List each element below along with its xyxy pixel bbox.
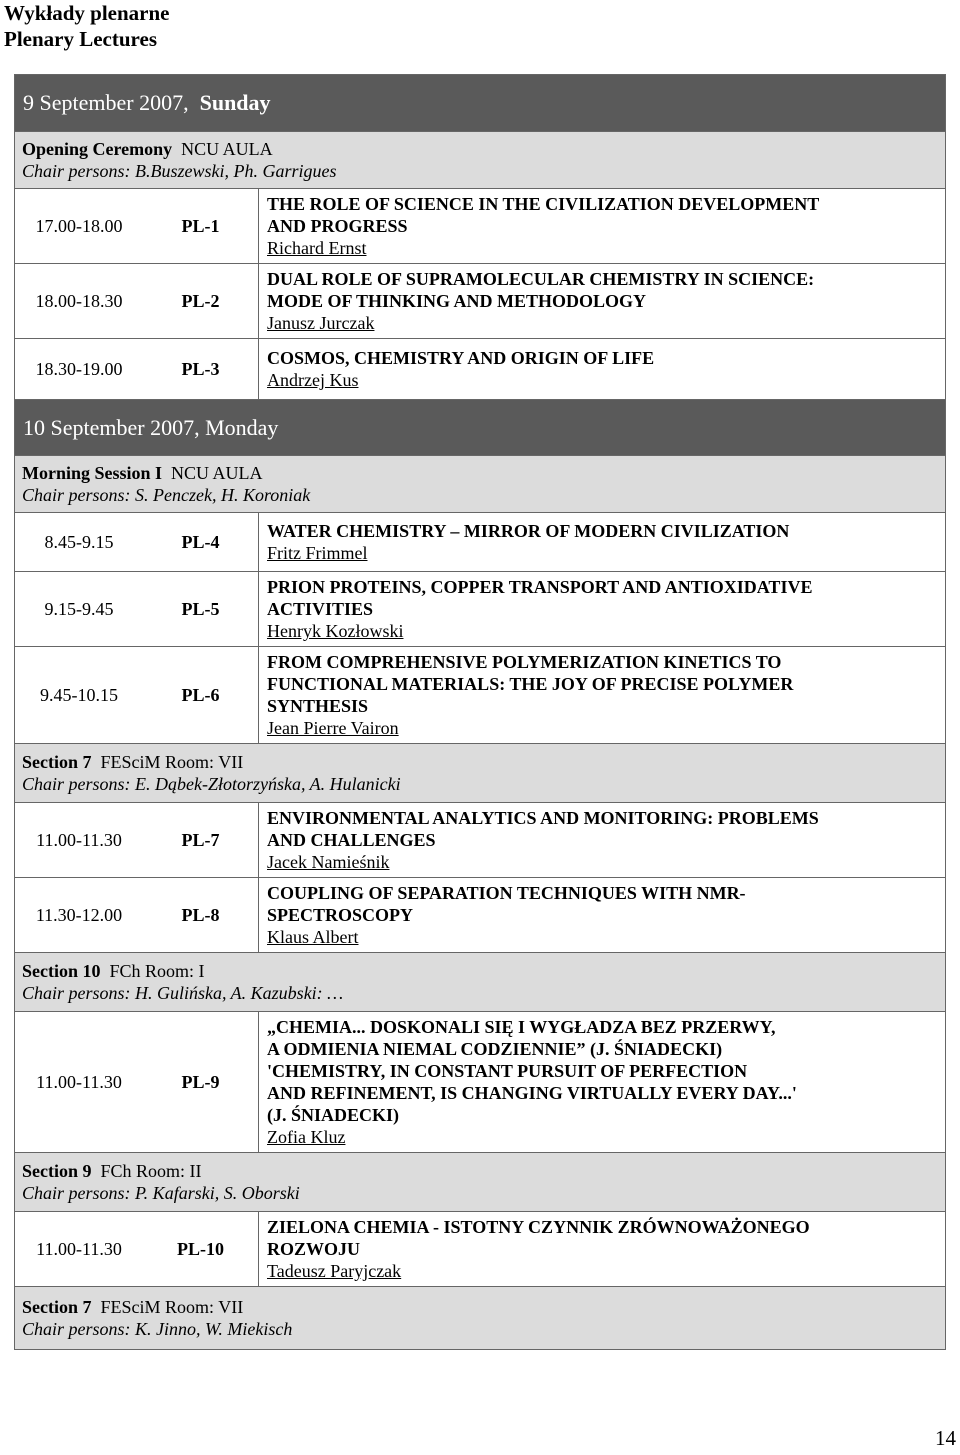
talk-title-line: FROM COMPREHENSIVE POLYMERIZATION KINETICS TO [267,652,782,672]
talk-title-line: ENVIRONMENTAL ANALYTICS AND MONITORING: PROBLEMS [267,808,819,828]
talk-title-line: „CHEMIA... DOSKONALI SIĘ I WYGŁADZA BEZ PRZERWY, [267,1017,776,1037]
talk-title-line: AND REFINEMENT, IS CHANGING VIRTUALLY EVERY DAY...' [267,1083,797,1103]
talk-title-line: ROZWOJU [267,1239,361,1259]
talk-row [15,803,946,878]
document-title [4,0,170,52]
talk-speaker: Zofia Kluz [267,1127,346,1147]
day-header [15,400,946,456]
session-row [15,744,946,803]
session-chairs: Chair persons: S. Penczek, H. Koroniak [22,485,311,505]
talk-title-line: MODE OF THINKING AND METHODOLOGY [267,291,647,311]
talk-speaker: Klaus Albert [267,927,359,947]
day-weekday: Sunday [199,90,271,115]
talk-title-line: SYNTHESIS [267,696,369,716]
talk-time: 11.30-12.00 [15,878,144,953]
title-english: Plenary Lectures [4,27,157,51]
talk-details [259,339,946,400]
talk-details [259,878,946,953]
talk-details [259,803,946,878]
session-chairs: Chair persons: H. Gulińska, A. Kazubski: … [22,983,344,1003]
talk-speaker: Fritz Frimmel [267,543,368,563]
talk-title-line: COSMOS, CHEMISTRY AND ORIGIN OF LIFE [267,348,655,368]
talk-code: PL-8 [143,878,259,953]
talk-details [259,264,946,339]
session-name: Section 9 [22,1161,92,1181]
session-location: NCU AULA [171,463,263,483]
talk-speaker: Jacek Namieśnik [267,852,390,872]
session-chairs: Chair persons: P. Kafarski, S. Oborski [22,1183,300,1203]
talk-title-line: 'CHEMISTRY, IN CONSTANT PURSUIT OF PERFECTION [267,1061,748,1081]
talk-title-line: FUNCTIONAL MATERIALS: THE JOY OF PRECISE POLYMER [267,674,794,694]
session-chairs: Chair persons: E. Dąbek-Złotorzyńska, A. Hulanicki [22,774,401,794]
talk-title-line: COUPLING OF SEPARATION TECHNIQUES WITH NMR- [267,883,746,903]
day-weekday: Monday [205,414,279,440]
day-header-row [15,400,946,456]
session-row [15,132,946,189]
session-name: Section 10 [22,961,101,981]
talk-row [15,878,946,953]
talk-row [15,339,946,400]
talk-row [15,1212,946,1287]
day-date: 9 September 2007, [23,90,189,115]
session-header [15,1153,946,1212]
talk-speaker: Jean Pierre Vairon [267,718,399,738]
talk-code: PL-5 [143,572,259,647]
talk-details [259,1212,946,1287]
talk-time: 18.30-19.00 [15,339,144,400]
talk-details [259,513,946,572]
talk-code: PL-6 [143,647,259,744]
talk-title-line: ACTIVITIES [267,599,374,619]
session-chairs: Chair persons: K. Jinno, W. Miekisch [22,1319,293,1339]
talk-title-line: SPECTROSCOPY [267,905,414,925]
talk-title-line: (J. ŚNIADECKI) [267,1105,400,1125]
session-header [15,953,946,1012]
talk-details [259,647,946,744]
session-location: FCh Room: II [100,1161,202,1181]
talk-row [15,189,946,264]
session-header [15,456,946,513]
session-name: Morning Session I [22,463,163,483]
talk-time: 18.00-18.30 [15,264,144,339]
talk-time: 8.45-9.15 [15,513,144,572]
session-name: Section 7 [22,752,92,772]
session-location: FESciM Room: VII [100,1297,244,1317]
talk-speaker: Henryk Kozłowski [267,621,404,641]
talk-time: 9.45-10.15 [15,647,144,744]
talk-details [259,1012,946,1153]
day-date: 10 September 2007, [23,414,200,440]
talk-row [15,647,946,744]
talk-code: PL-9 [143,1012,259,1153]
talk-speaker: Andrzej Kus [267,370,359,390]
session-chairs: Chair persons: B.Buszewski, Ph. Garrigues [22,161,337,181]
talk-code: PL-3 [143,339,259,400]
session-row [15,456,946,513]
session-name: Opening Ceremony [22,139,173,159]
talk-speaker: Richard Ernst [267,238,367,258]
talk-title-line: AND CHALLENGES [267,830,436,850]
talk-time: 17.00-18.00 [15,189,144,264]
talk-time: 9.15-9.45 [15,572,144,647]
talk-details [259,189,946,264]
talk-code: PL-7 [143,803,259,878]
talk-time: 11.00-11.30 [15,1012,144,1153]
talk-speaker: Janusz Jurczak [267,313,375,333]
talk-code: PL-10 [143,1212,259,1287]
talk-title-line: AND PROGRESS [267,216,408,236]
talk-title-line: A ODMIENIA NIEMAL CODZIENNIE” (J. ŚNIADECKI) [267,1039,723,1059]
talk-title-line: ZIELONA CHEMIA - ISTOTNY CZYNNIK ZRÓWNOWAŻONEGO [267,1217,810,1237]
day-header [15,75,946,132]
talk-title-line: DUAL ROLE OF SUPRAMOLECULAR CHEMISTRY IN SCIENCE: [267,269,815,289]
session-row [15,1287,946,1350]
session-row [15,1153,946,1212]
session-name: Section 7 [22,1297,92,1317]
talk-details [259,572,946,647]
talk-time: 11.00-11.30 [15,803,144,878]
talk-row [15,1012,946,1153]
session-header [15,744,946,803]
schedule-table [14,74,946,1350]
talk-time: 11.00-11.30 [15,1212,144,1287]
session-location: FESciM Room: VII [100,752,244,772]
talk-title-line: WATER CHEMISTRY – MIRROR OF MODERN CIVILIZATION [267,521,790,541]
session-header [15,1287,946,1350]
talk-title-line: THE ROLE OF SCIENCE IN THE CIVILIZATION DEVELOPMENT [267,194,820,214]
talk-code: PL-4 [143,513,259,572]
session-header [15,132,946,189]
session-location: FCh Room: I [109,961,205,981]
talk-row [15,264,946,339]
title-polish: Wykłady plenarne [4,1,170,25]
day-header-row [15,75,946,132]
page-number: 14 [935,1426,956,1450]
session-location: NCU AULA [181,139,273,159]
talk-row [15,513,946,572]
talk-code: PL-1 [143,189,259,264]
talk-title-line: PRION PROTEINS, COPPER TRANSPORT AND ANTIOXIDATIVE [267,577,813,597]
talk-row [15,572,946,647]
talk-speaker: Tadeusz Paryjczak [267,1261,402,1281]
talk-code: PL-2 [143,264,259,339]
session-row [15,953,946,1012]
